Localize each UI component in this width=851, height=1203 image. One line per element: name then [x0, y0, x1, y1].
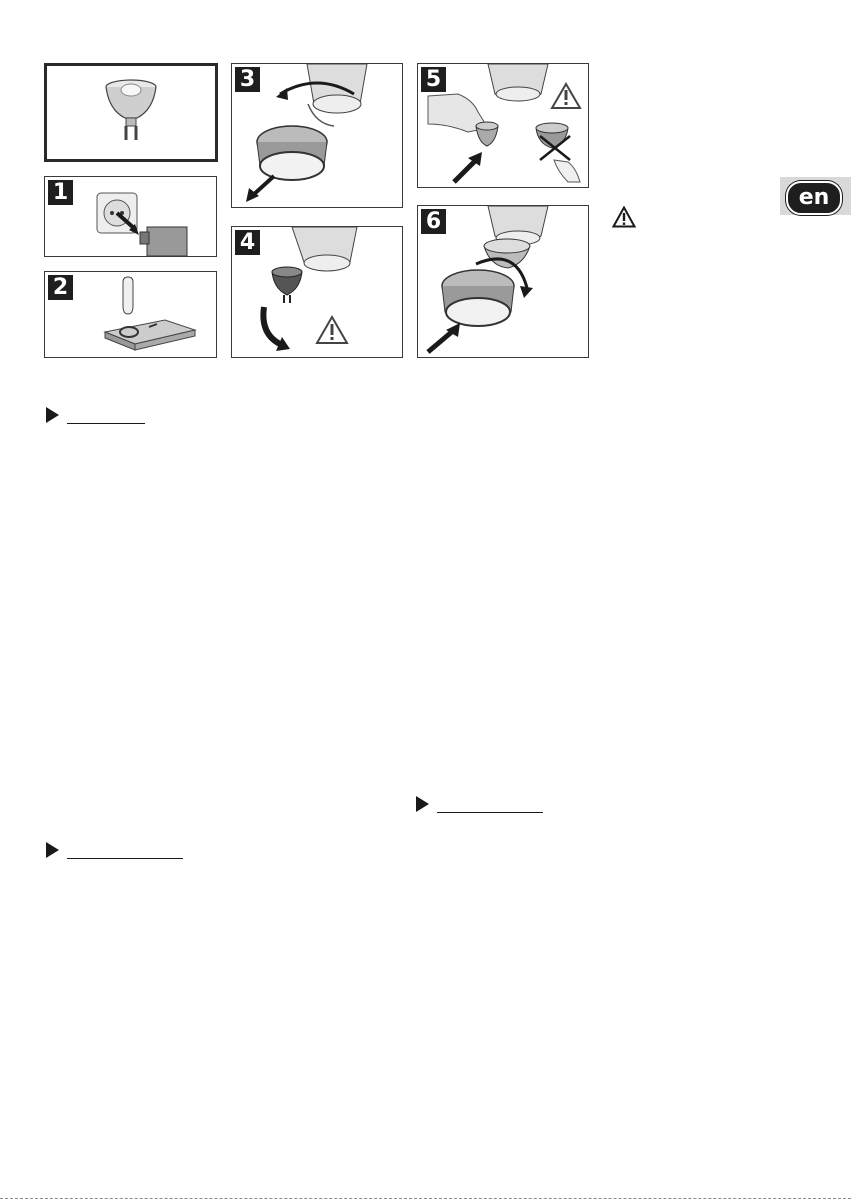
step-5-panel	[417, 63, 589, 188]
language-label: en	[786, 181, 842, 215]
section-heading-2	[416, 795, 544, 813]
heading-underline	[67, 423, 145, 424]
step-number-badge: 1	[48, 180, 73, 205]
step-1-panel	[44, 176, 217, 257]
step-2-panel	[44, 271, 217, 358]
triangle-bullet-icon	[416, 796, 429, 812]
section-heading-1	[46, 406, 146, 424]
step-number-badge: 5	[421, 67, 446, 92]
step-3-panel	[231, 63, 403, 208]
step-number-badge: 3	[235, 67, 260, 92]
halogen-lamp-icon	[47, 66, 215, 159]
step-number-badge: 6	[421, 209, 446, 234]
section-heading-3	[46, 841, 184, 859]
language-tab[interactable]	[780, 177, 851, 215]
heading-underline	[437, 812, 543, 813]
warning-triangle-icon	[612, 206, 636, 228]
step-number-badge: 2	[48, 275, 73, 300]
heading-underline	[67, 858, 183, 859]
footer-dashed-line	[0, 1198, 851, 1199]
triangle-bullet-icon	[46, 407, 59, 423]
step-6-panel	[417, 205, 589, 358]
step-4-panel	[231, 226, 403, 358]
triangle-bullet-icon	[46, 842, 59, 858]
lamp-image-panel	[44, 63, 218, 162]
step-number-badge: 4	[235, 230, 260, 255]
